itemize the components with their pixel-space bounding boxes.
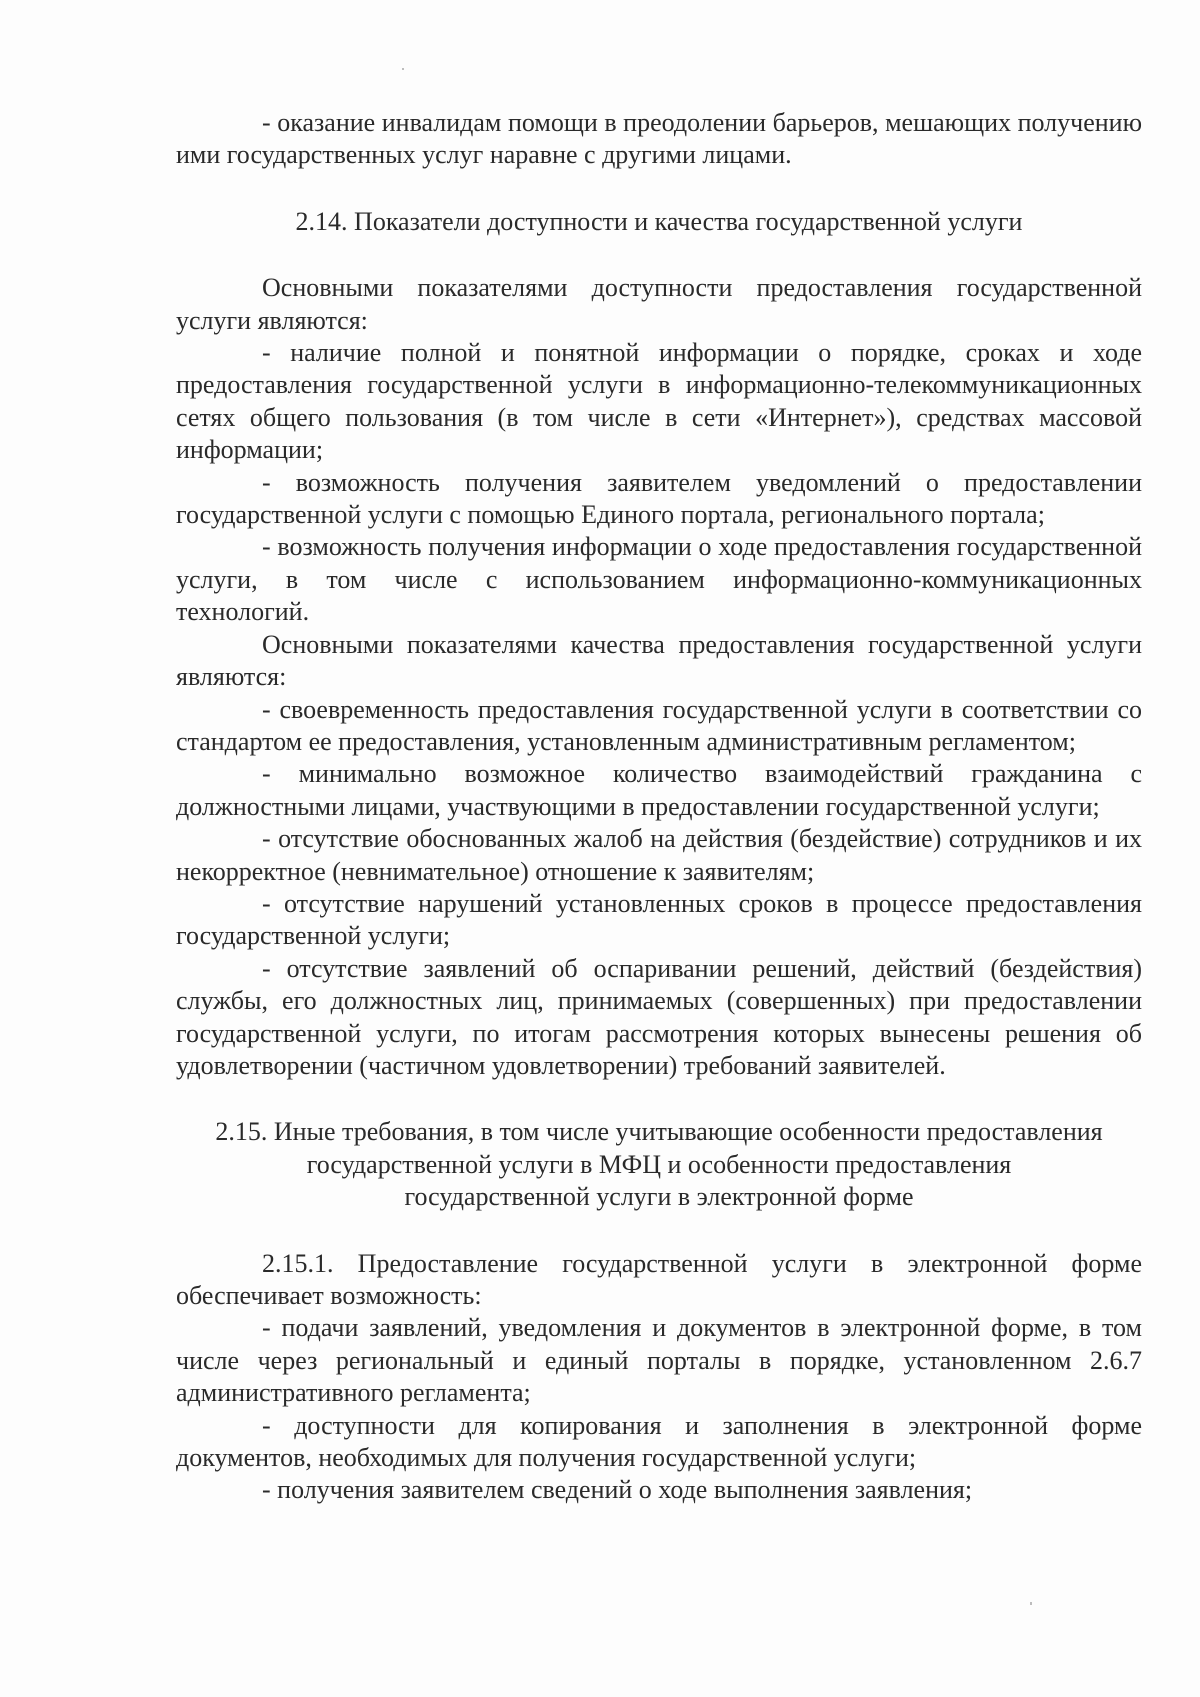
quality-item: - своевременность предоставления государственной услуги в соответствии со стандартом ее предоставления, установленным административным регламентом; bbox=[176, 694, 1142, 756]
section-heading-line: государственной услуги в МФЦ и особенности предоставления bbox=[306, 1149, 1012, 1179]
intro-list-item: - оказание инвалидам помощи в преодолении барьеров, мешающих получению ими государственных услуг наравне с другими лицами. bbox=[176, 108, 1142, 170]
quality-item: - отсутствие заявлений об оспаривании решений, действий (бездействия) службы, его должностных лиц, принимаемых (совершенных) при предоставлении государственной услуги, по итогам рассмотрения которых вынесены решения об удовлетворении (частичном удовлетворении) требований заявителей. bbox=[176, 953, 1142, 1080]
scan-speck bbox=[402, 68, 404, 70]
accessibility-lead: Основными показателями доступности предоставления государственной услуги являются: bbox=[176, 273, 1142, 335]
scan-speck bbox=[1030, 1602, 1032, 1605]
section-heading-line: 2.15. Иные требования, в том числе учитывающие особенности предоставления bbox=[215, 1117, 1103, 1147]
section-heading-2-14: 2.14. Показатели доступности и качества государственной услуги bbox=[295, 206, 1023, 236]
quality-item: - отсутствие обоснованных жалоб на действия (бездействие) сотрудников и их некорректное (невнимательное) отношение к заявителям; bbox=[176, 824, 1142, 886]
accessibility-item: - наличие полной и понятной информации о порядке, сроках и ходе предоставления государственной услуги в информационно-телекоммуникационных сетях общего пользования (в том числе в сети «Интернет»), средствах массовой информации; bbox=[176, 338, 1142, 465]
subsection-lead-2-15-1: 2.15.1. Предоставление государственной услуги в электронной форме обеспечивает возможность: bbox=[176, 1248, 1142, 1310]
quality-lead: Основными показателями качества предоставления государственной услуги являются: bbox=[176, 629, 1142, 692]
electronic-form-item: - получения заявителем сведений о ходе выполнения заявления; bbox=[262, 1475, 973, 1505]
accessibility-item: - возможность получения заявителем уведомлений о предоставлении государственной услуги с помощью Единого портала, регионального портала; bbox=[176, 467, 1142, 530]
electronic-form-item: - подачи заявлений, уведомления и документов в электронной форме, в том числе через региональный и единый порталы в порядке, установленном 2.6.7 административного регламента; bbox=[176, 1313, 1142, 1408]
electronic-form-item: - доступности для копирования и заполнения в электронной форме документов, необходимых для получения государственной услуги; bbox=[176, 1410, 1142, 1473]
accessibility-item: - возможность получения информации о ходе предоставления государственной услуги, в том числе с использованием информационно-коммуникационных технологий. bbox=[176, 532, 1142, 627]
section-heading-line: государственной услуги в электронной форме bbox=[404, 1182, 914, 1212]
quality-item: - отсутствие нарушений установленных сроков в процессе предоставления государственной услуги; bbox=[176, 888, 1142, 951]
quality-item: - минимально возможное количество взаимодействий гражданина с должностными лицами, участвующими в предоставлении государственной услуги; bbox=[176, 759, 1142, 821]
section-heading-2-15 bbox=[176, 1116, 1142, 1213]
document-body bbox=[176, 107, 1142, 1507]
